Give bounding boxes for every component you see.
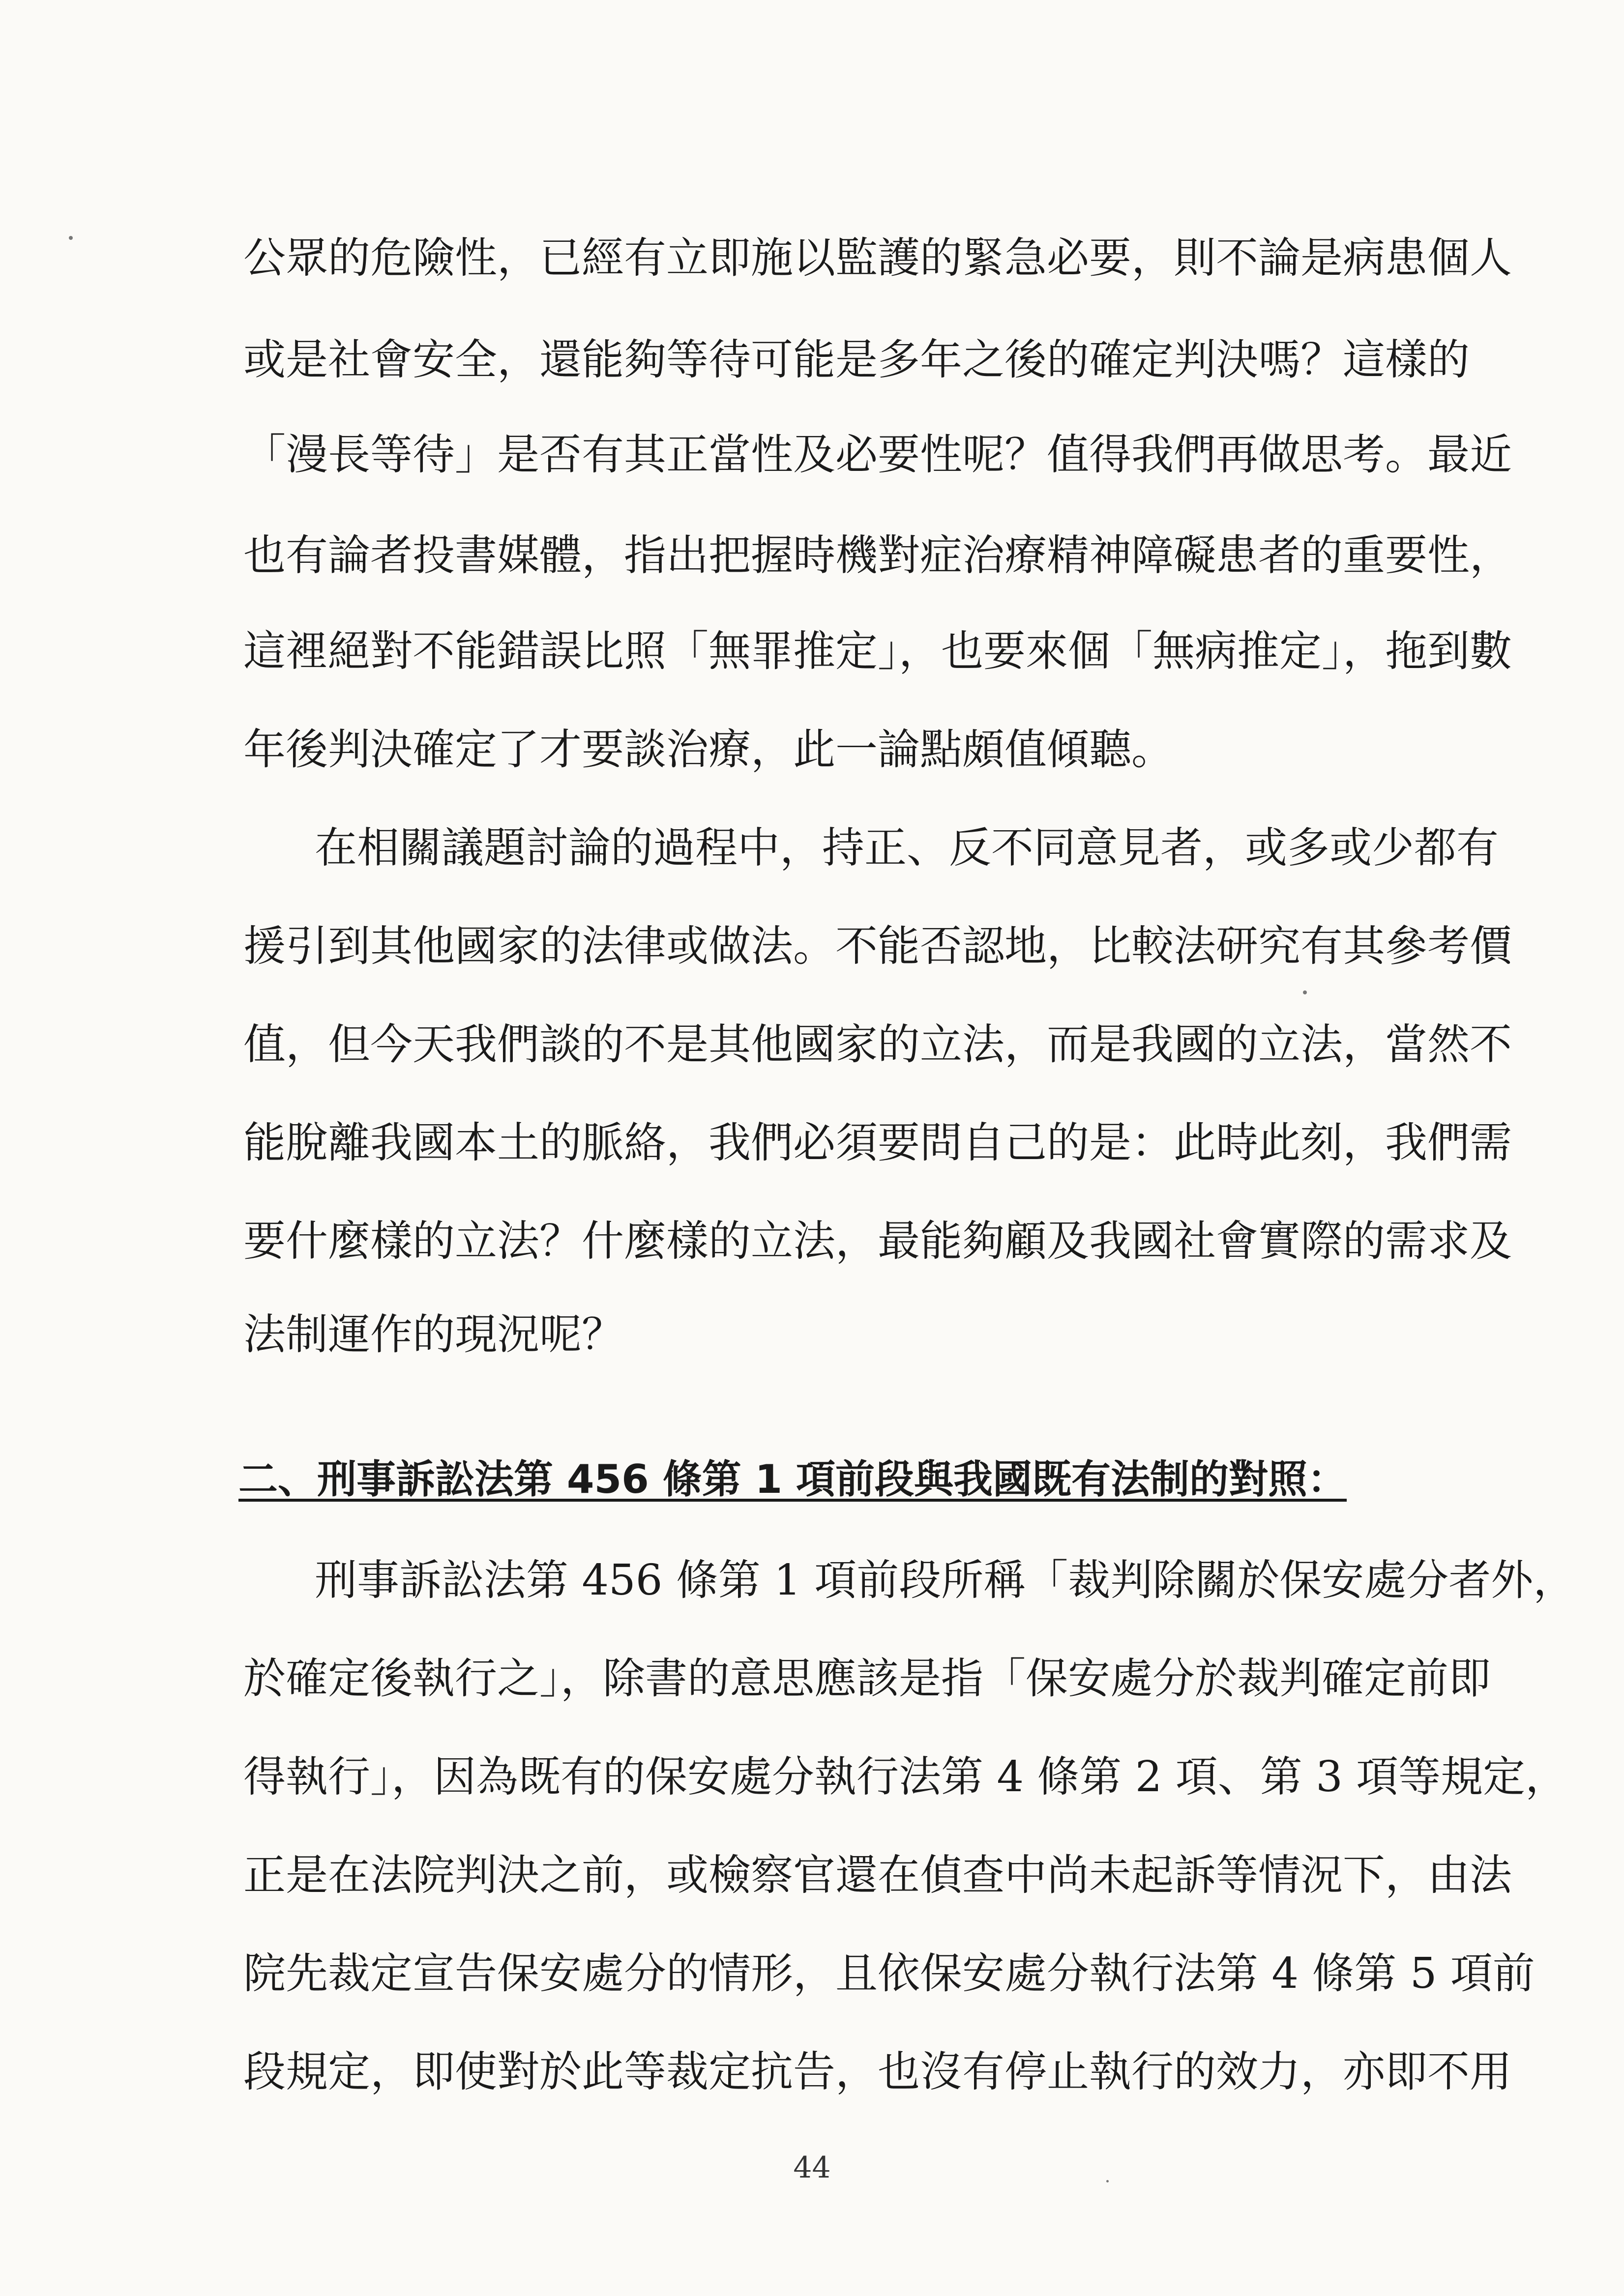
paragraph-1-line-4: 也有論者投書媒體，指出把握時機對症治療精神障礙患者的重要性， bbox=[243, 531, 1512, 580]
paragraph-3-line-3: 得執行」，因為既有的保安處分執行法第 4 條第 2 項、第 3 項等規定， bbox=[243, 1752, 1568, 1802]
paragraph-2-line-4: 能脫離我國本土的脈絡，我們必須要問自己的是：此時此刻，我們需 bbox=[243, 1118, 1512, 1167]
paragraph-1-line-6: 年後判決確定了才要談治療，此一論點頗值傾聽。 bbox=[243, 725, 1174, 774]
paragraph-2-line-5: 要什麼樣的立法？什麼樣的立法，最能夠顧及我國社會實際的需求及 bbox=[243, 1217, 1512, 1266]
paragraph-2-line-2: 援引到其他國家的法律或做法。不能否認地，比較法研究有其參考價 bbox=[243, 922, 1512, 971]
paragraph-2-line-1: 在相關議題討論的過程中，持正、反不同意見者，或多或少都有 bbox=[315, 823, 1499, 872]
paragraph-3-line-2: 於確定後執行之」，除書的意思應該是指「保安處分於裁判確定前即 bbox=[243, 1654, 1491, 1703]
paragraph-2-line-6: 法制運作的現況呢？ bbox=[243, 1310, 624, 1359]
paragraph-3-line-6: 段規定，即使對於此等裁定抗告，也沒有停止執行的效力，亦即不用 bbox=[243, 2047, 1512, 2096]
section-heading: 二、刑事訴訟法第 456 條第 1 項前段與我國既有法制的對照： bbox=[238, 1456, 1347, 1502]
paragraph-3-line-5: 院先裁定宣告保安處分的情形，且依保安處分執行法第 4 條第 5 項前 bbox=[243, 1949, 1535, 1998]
paragraph-1-line-1: 公眾的危險性，已經有立即施以監護的緊急必要，則不論是病患個人 bbox=[243, 233, 1512, 283]
paragraph-3-line-4: 正是在法院判決之前，或檢察官還在偵查中尚未起訴等情況下，由法 bbox=[243, 1851, 1512, 1900]
page-number: 44 bbox=[793, 2151, 831, 2185]
paragraph-3-line-1: 刑事訴訟法第 456 條第 1 項前段所稱「裁判除關於保安處分者外， bbox=[315, 1556, 1576, 1605]
paragraph-1-line-5: 這裡絕對不能錯誤比照「無罪推定」，也要來個「無病推定」，拖到數 bbox=[243, 627, 1512, 676]
paragraph-1-line-2: 或是社會安全，還能夠等待可能是多年之後的確定判決嗎？這樣的 bbox=[243, 335, 1470, 384]
scan-speck bbox=[1303, 990, 1307, 994]
paragraph-2-line-3: 值，但今天我們談的不是其他國家的立法，而是我國的立法，當然不 bbox=[243, 1020, 1512, 1069]
scan-speck bbox=[1106, 2180, 1109, 2182]
paragraph-1-line-3: 「漫長等待」是否有其正當性及必要性呢？值得我們再做思考。最近 bbox=[243, 430, 1512, 479]
scan-speck bbox=[69, 236, 73, 240]
